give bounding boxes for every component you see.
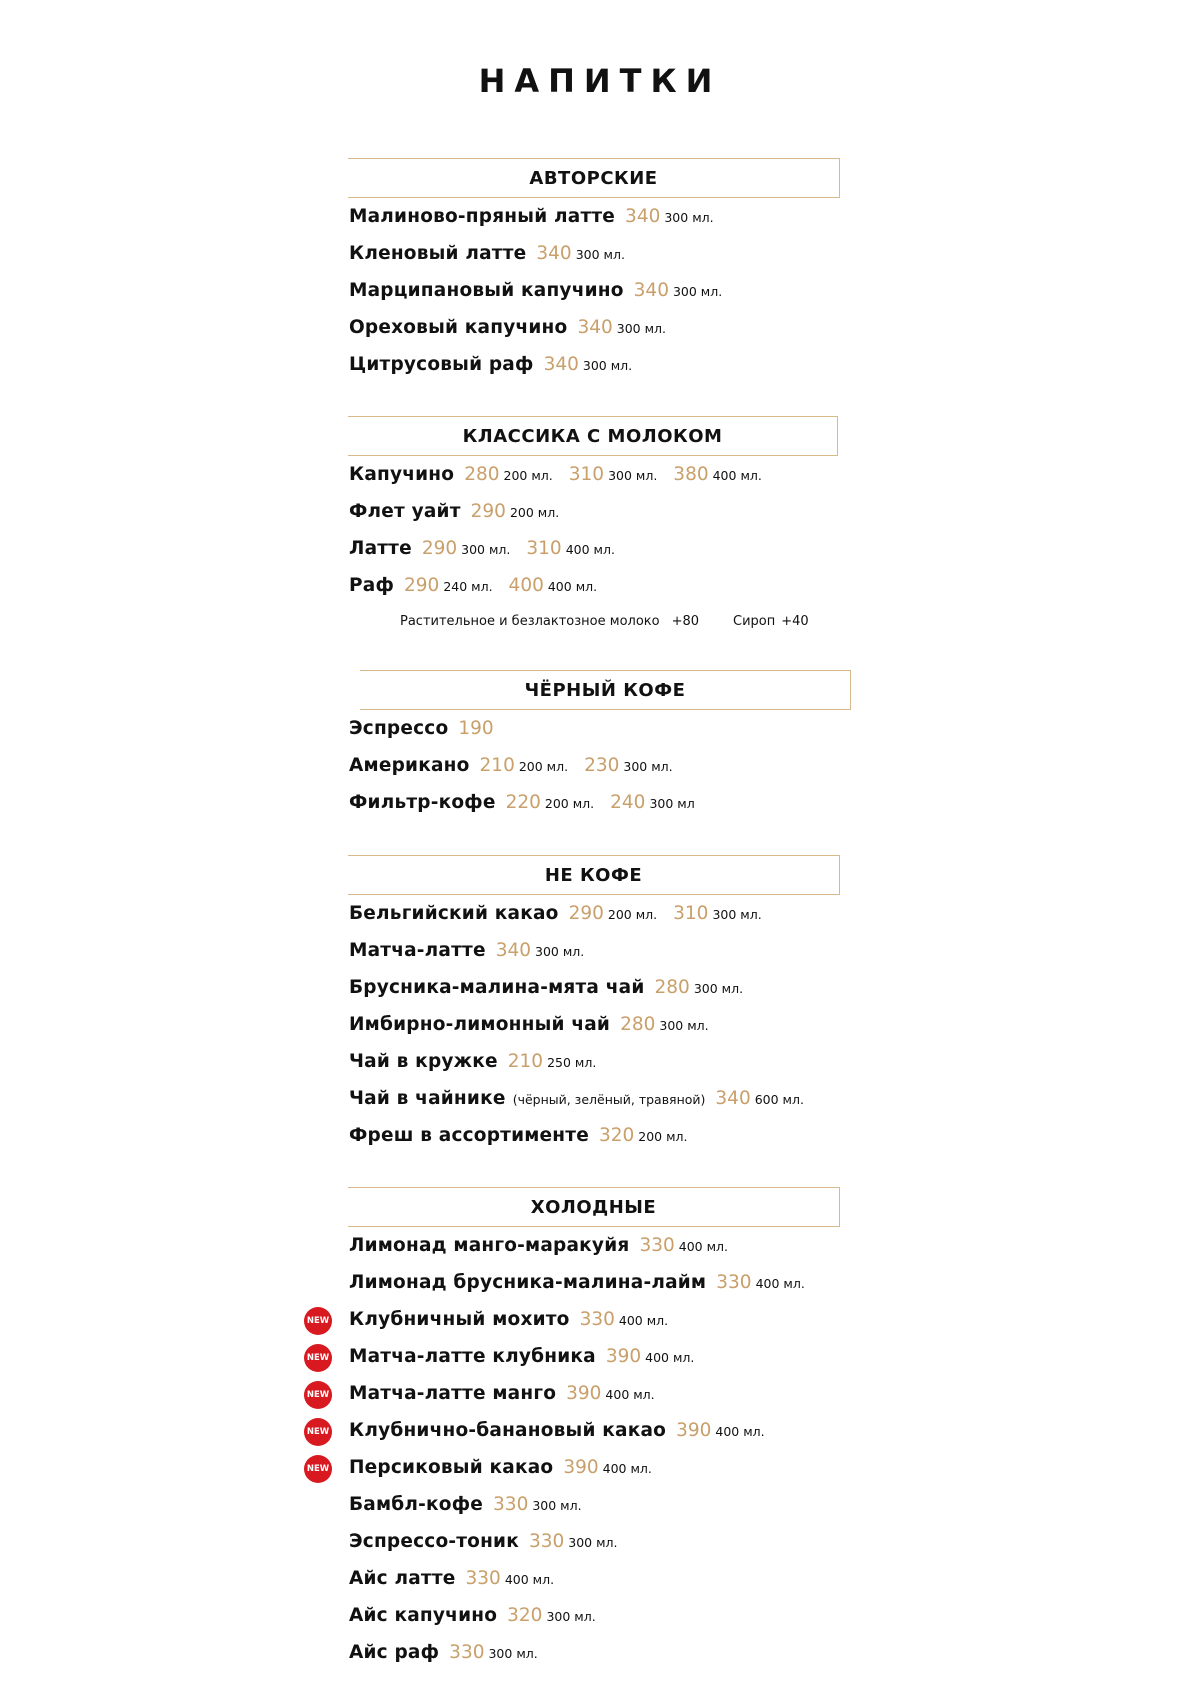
menu-item bbox=[0, 934, 1200, 968]
menu-item-line bbox=[349, 1636, 538, 1671]
item-price: 390 bbox=[676, 1420, 712, 1441]
item-volume: 200 мл. bbox=[607, 907, 658, 922]
item-price: 280 bbox=[654, 977, 690, 998]
item-volume: 300 мл. bbox=[532, 1498, 582, 1513]
new-badge: NEW bbox=[304, 1455, 332, 1483]
item-volume: 600 мл. bbox=[754, 1092, 804, 1107]
item-price: 330 bbox=[465, 1568, 501, 1589]
menu-item bbox=[0, 1636, 1200, 1670]
new-badge: NEW bbox=[304, 1381, 332, 1409]
menu-item bbox=[0, 1303, 1200, 1337]
menu-item-line bbox=[349, 532, 615, 567]
item-volume: 240 мл. bbox=[443, 579, 493, 594]
menu-item-line bbox=[349, 274, 722, 309]
item-volume: 200 мл. bbox=[544, 796, 595, 811]
menu-item bbox=[0, 897, 1200, 931]
menu-item-line bbox=[349, 1266, 805, 1301]
item-price: 330 bbox=[493, 1494, 529, 1515]
addon-note bbox=[400, 612, 699, 632]
menu-item-line bbox=[349, 569, 597, 604]
item-name: Клубнично-банановый какао bbox=[349, 1420, 667, 1441]
item-price: 390 bbox=[563, 1457, 599, 1478]
item-name: Лимонад манго-маракуйя bbox=[349, 1235, 630, 1256]
menu-item-line bbox=[349, 712, 494, 746]
item-volume: 300 мл bbox=[649, 796, 695, 811]
menu-item bbox=[0, 274, 1200, 308]
item-name: Клубничный мохито bbox=[349, 1309, 570, 1330]
item-price: 310 bbox=[568, 464, 605, 485]
item-name: Айс раф bbox=[349, 1642, 440, 1663]
item-volume: 400 мл. bbox=[618, 1313, 669, 1328]
item-name: Имбирно-лимонный чай bbox=[349, 1014, 611, 1035]
item-name: Айс латте bbox=[349, 1568, 456, 1589]
item-volume: 300 мл. bbox=[546, 1609, 596, 1624]
item-price: 210 bbox=[507, 1051, 544, 1072]
item-name: Матча-латте bbox=[349, 940, 486, 961]
menu-item-line bbox=[349, 1451, 652, 1486]
item-volume: 200 мл. bbox=[509, 505, 560, 520]
item-price: 330 bbox=[716, 1272, 752, 1293]
menu-item bbox=[0, 200, 1200, 234]
item-price: 320 bbox=[598, 1125, 635, 1146]
item-name: Эспрессо bbox=[349, 718, 449, 739]
menu-item-line bbox=[349, 1045, 596, 1080]
item-price: 340 bbox=[633, 280, 669, 301]
item-volume: 300 мл. bbox=[582, 358, 633, 373]
item-volume: 400 мл. bbox=[712, 468, 762, 483]
item-volume: 400 мл. bbox=[565, 542, 615, 557]
item-volume: 400 мл. bbox=[645, 1350, 695, 1365]
menu-item-line bbox=[349, 1082, 804, 1117]
menu-item bbox=[0, 1229, 1200, 1263]
item-volume: 400 мл. bbox=[605, 1387, 655, 1402]
menu-item bbox=[0, 1340, 1200, 1374]
item-name: Флет уайт bbox=[349, 501, 461, 522]
item-name: Брусника-малина-мята чай bbox=[349, 977, 645, 998]
menu-item-line bbox=[349, 1119, 688, 1154]
section-header: ХОЛОДНЫЕ bbox=[348, 1187, 840, 1227]
menu-item bbox=[0, 532, 1200, 566]
item-price: 230 bbox=[584, 755, 620, 776]
menu-item-line bbox=[349, 786, 695, 821]
item-price: 310 bbox=[526, 538, 562, 559]
menu-item bbox=[0, 712, 1200, 746]
menu-item bbox=[0, 495, 1200, 529]
menu-item-line bbox=[349, 495, 559, 530]
item-volume: 300 мл. bbox=[693, 981, 744, 996]
menu-item bbox=[0, 1562, 1200, 1596]
menu-item bbox=[0, 569, 1200, 603]
item-volume: 400 мл. bbox=[602, 1461, 652, 1476]
menu-item bbox=[0, 1266, 1200, 1300]
addon-label: Растительное и безлактозное молоко bbox=[400, 614, 660, 629]
menu-item-line bbox=[349, 237, 625, 272]
menu-item bbox=[0, 1377, 1200, 1411]
menu-item-line bbox=[349, 897, 762, 932]
item-volume: 300 мл. bbox=[575, 247, 625, 262]
item-price: 330 bbox=[579, 1309, 615, 1330]
item-price: 310 bbox=[673, 903, 709, 924]
section-header: ЧЁРНЫЙ КОФЕ bbox=[360, 670, 851, 710]
item-name: Бельгийский какао bbox=[349, 903, 559, 924]
menu-item-line bbox=[349, 749, 673, 784]
menu-item bbox=[0, 1045, 1200, 1079]
item-name: Американо bbox=[349, 755, 470, 776]
menu-item-line bbox=[349, 1008, 709, 1043]
menu-item-line bbox=[349, 1562, 554, 1597]
item-price: 240 bbox=[610, 792, 646, 813]
menu-item bbox=[0, 1525, 1200, 1559]
item-volume: 300 мл. bbox=[568, 1535, 618, 1550]
item-price: 340 bbox=[536, 243, 572, 264]
item-price: 340 bbox=[495, 940, 532, 961]
page-title: НАПИТКИ bbox=[478, 62, 722, 100]
item-price: 290 bbox=[470, 501, 506, 522]
section-header: НЕ КОФЕ bbox=[348, 855, 840, 895]
menu-item bbox=[0, 1451, 1200, 1485]
item-volume: 300 мл. bbox=[608, 468, 658, 483]
item-price: 330 bbox=[449, 1642, 485, 1663]
menu-item bbox=[0, 348, 1200, 382]
item-volume: 300 мл. bbox=[664, 210, 714, 225]
item-volume: 300 мл. bbox=[535, 944, 585, 959]
item-price: 340 bbox=[577, 317, 613, 338]
item-volume: 250 мл. bbox=[547, 1055, 597, 1070]
menu-item-line bbox=[349, 311, 666, 346]
menu-item bbox=[0, 237, 1200, 271]
item-name: Марципановый капучино bbox=[349, 280, 624, 301]
item-volume: 400 мл. bbox=[504, 1572, 555, 1587]
item-price: 280 bbox=[620, 1014, 656, 1035]
item-price: 390 bbox=[605, 1346, 642, 1367]
item-name: Матча-латте клубника bbox=[349, 1346, 596, 1367]
item-volume: 200 мл. bbox=[503, 468, 553, 483]
menu-item-line bbox=[349, 1229, 728, 1264]
item-price: 290 bbox=[568, 903, 604, 924]
new-badge: NEW bbox=[304, 1307, 332, 1335]
item-volume: 300 мл. bbox=[616, 321, 666, 336]
item-name: Чай в чайнике bbox=[349, 1088, 506, 1109]
new-badge: NEW bbox=[304, 1418, 332, 1446]
item-name: Эспрессо-тоник bbox=[349, 1531, 519, 1552]
section-header: КЛАССИКА С МОЛОКОМ bbox=[348, 416, 838, 456]
menu-item-line bbox=[349, 1414, 765, 1449]
item-volume: 200 мл. bbox=[518, 759, 569, 774]
menu-item bbox=[0, 311, 1200, 345]
item-volume: 200 мл. bbox=[638, 1129, 688, 1144]
item-price: 330 bbox=[639, 1235, 675, 1256]
menu-item-line bbox=[349, 1488, 582, 1523]
addon-price: +40 bbox=[781, 614, 809, 629]
menu-item-line bbox=[349, 1599, 596, 1634]
item-volume: 300 мл. bbox=[488, 1646, 538, 1661]
item-volume: 400 мл. bbox=[547, 579, 598, 594]
item-name: Капучино bbox=[349, 464, 455, 485]
item-price: 340 bbox=[543, 354, 579, 375]
menu-item bbox=[0, 971, 1200, 1005]
item-volume: 300 мл. bbox=[623, 759, 673, 774]
menu-item bbox=[0, 1082, 1200, 1116]
item-price: 290 bbox=[421, 538, 458, 559]
item-price: 340 bbox=[715, 1088, 751, 1109]
addon-label: Сироп bbox=[733, 614, 776, 629]
item-volume: 300 мл. bbox=[672, 284, 723, 299]
menu-item-line bbox=[349, 1377, 655, 1412]
item-name: Фильтр-кофе bbox=[349, 792, 496, 813]
item-price: 400 bbox=[508, 575, 544, 596]
item-name: Матча-латте манго bbox=[349, 1383, 557, 1404]
menu-item-line bbox=[349, 971, 743, 1006]
item-volume: 300 мл. bbox=[461, 542, 511, 557]
item-price: 220 bbox=[505, 792, 541, 813]
menu-item-line bbox=[349, 934, 584, 969]
item-name: Латте bbox=[349, 538, 412, 559]
item-price: 380 bbox=[673, 464, 709, 485]
item-note: (чёрный, зелёный, травяной) bbox=[512, 1092, 706, 1107]
item-price: 290 bbox=[404, 575, 440, 596]
menu-item-line bbox=[349, 1303, 668, 1338]
item-name: Бамбл-кофе bbox=[349, 1494, 484, 1515]
item-name: Персиковый какао bbox=[349, 1457, 554, 1478]
item-name: Раф bbox=[349, 575, 394, 596]
item-price: 210 bbox=[479, 755, 515, 776]
addon-note bbox=[733, 612, 809, 632]
item-volume: 300 мл. bbox=[712, 907, 762, 922]
menu-item bbox=[0, 1414, 1200, 1448]
menu-item bbox=[0, 1119, 1200, 1153]
item-volume: 300 мл. bbox=[659, 1018, 709, 1033]
menu-item-line bbox=[349, 1340, 694, 1375]
menu-item-line bbox=[349, 200, 714, 235]
menu-item bbox=[0, 1488, 1200, 1522]
item-name: Айс капучино bbox=[349, 1605, 498, 1626]
item-name: Цитрусовый раф bbox=[349, 354, 534, 375]
item-price: 190 bbox=[458, 718, 494, 739]
menu-item bbox=[0, 1008, 1200, 1042]
item-name: Ореховый капучино bbox=[349, 317, 568, 338]
item-price: 280 bbox=[464, 464, 500, 485]
item-price: 330 bbox=[528, 1531, 565, 1552]
item-name: Лимонад брусника-малина-лайм bbox=[349, 1272, 707, 1293]
menu-item-line bbox=[349, 458, 762, 493]
menu-item-line bbox=[349, 348, 632, 383]
menu-item bbox=[0, 1599, 1200, 1633]
item-volume: 400 мл. bbox=[715, 1424, 765, 1439]
item-price: 340 bbox=[625, 206, 661, 227]
new-badge: NEW bbox=[304, 1344, 332, 1372]
item-name: Малиново-пряный латте bbox=[349, 206, 616, 227]
addon-price: +80 bbox=[671, 614, 700, 629]
menu-item-line bbox=[349, 1525, 618, 1560]
item-volume: 400 мл. bbox=[678, 1239, 728, 1254]
item-volume: 400 мл. bbox=[755, 1276, 805, 1291]
item-name: Кленовый латте bbox=[349, 243, 527, 264]
menu-item bbox=[0, 786, 1200, 820]
item-price: 320 bbox=[507, 1605, 543, 1626]
item-name: Фреш в ассортименте bbox=[349, 1125, 589, 1146]
item-name: Чай в кружке bbox=[349, 1051, 498, 1072]
section-header: АВТОРСКИЕ bbox=[348, 158, 840, 198]
menu-item bbox=[0, 458, 1200, 492]
menu-item bbox=[0, 749, 1200, 783]
item-price: 390 bbox=[566, 1383, 602, 1404]
